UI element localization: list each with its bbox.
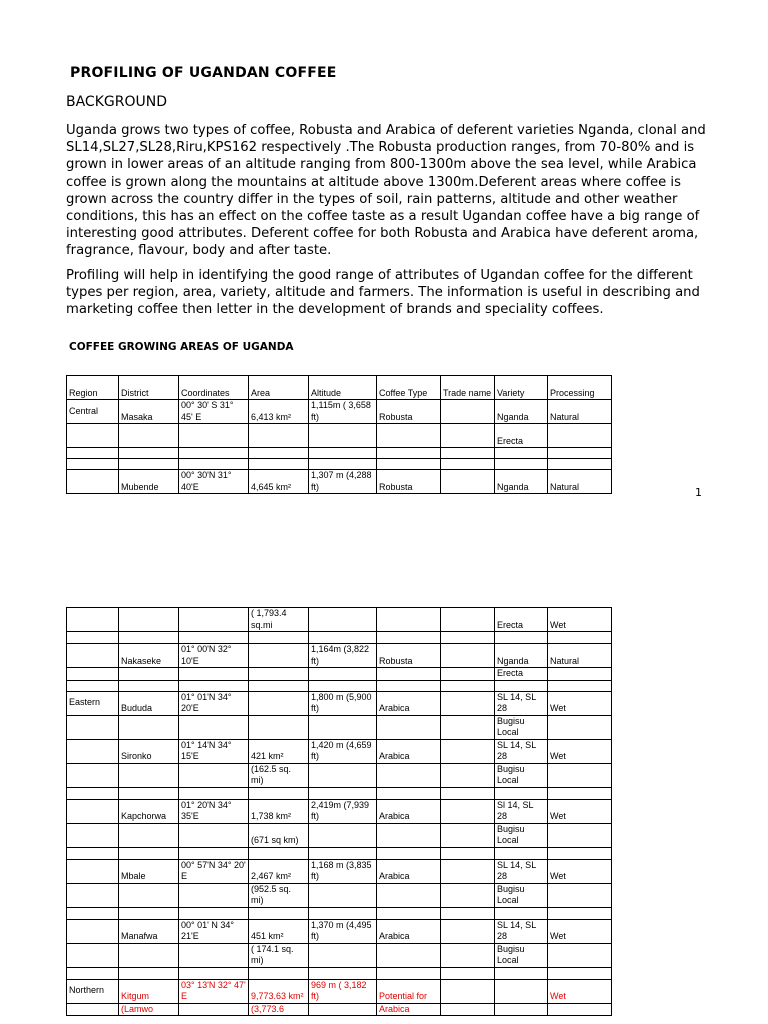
table-cell xyxy=(441,459,495,470)
table-cell: Erecta xyxy=(495,668,548,681)
table-cell: 1,164m (3,822 ft) xyxy=(309,644,377,668)
table-cell: 1,420 m (4,659 ft) xyxy=(309,739,377,763)
table-cell xyxy=(119,907,179,919)
table-row xyxy=(67,739,612,763)
table-cell xyxy=(119,668,179,681)
table-cell xyxy=(119,424,179,448)
table-cell xyxy=(119,608,179,632)
table-cell xyxy=(495,459,548,470)
table-cell: SL 14, SL 28 xyxy=(495,859,548,883)
table-cell xyxy=(249,632,309,644)
table-cell xyxy=(441,470,495,494)
table-cell: Wet xyxy=(548,608,612,632)
table-cell: 1,738 km² xyxy=(249,799,309,823)
table-cell: Wet xyxy=(548,691,612,715)
table-cell: 9,773.63 km² xyxy=(249,979,309,1003)
table-cell xyxy=(377,787,441,799)
table-cell xyxy=(67,608,119,632)
table-cell: 4,645 km² xyxy=(249,470,309,494)
table-cell xyxy=(441,823,495,847)
table-cell xyxy=(249,967,309,979)
table-cell: Nganda xyxy=(495,470,548,494)
column-header: Coordinates xyxy=(179,376,249,400)
table-cell: Arabica xyxy=(377,859,441,883)
table-cell xyxy=(179,763,249,787)
table-cell xyxy=(377,967,441,979)
table-cell xyxy=(495,847,548,859)
table-cell: Nganda xyxy=(495,644,548,668)
table-cell xyxy=(249,907,309,919)
table-cell: 1,307 m (4,288 ft) xyxy=(309,470,377,494)
table-cell xyxy=(249,847,309,859)
table-cell xyxy=(548,967,612,979)
table-cell xyxy=(309,668,377,681)
table-cell xyxy=(377,668,441,681)
table-cell xyxy=(249,715,309,739)
table-cell xyxy=(179,424,249,448)
table-cell: SL 14, SL 28 xyxy=(495,919,548,943)
table-header-row xyxy=(67,376,612,400)
table-cell xyxy=(441,979,495,1003)
table-cell xyxy=(67,470,119,494)
table-cell: Arabica xyxy=(377,919,441,943)
table-cell: 969 m ( 3,182 ft) xyxy=(309,979,377,1003)
table-row xyxy=(67,644,612,668)
table-row xyxy=(67,680,612,691)
table-cell: Nganda xyxy=(495,400,548,424)
table-cell xyxy=(67,644,119,668)
table-row xyxy=(67,799,612,823)
table-cell xyxy=(441,644,495,668)
table-cell: Sl 14, SL 28 xyxy=(495,799,548,823)
table-cell xyxy=(441,787,495,799)
table-cell xyxy=(67,1003,119,1016)
table-row xyxy=(67,883,612,907)
table-cell xyxy=(495,632,548,644)
table-cell xyxy=(441,799,495,823)
table-cell xyxy=(441,448,495,459)
table-cell xyxy=(441,400,495,424)
table-cell xyxy=(309,608,377,632)
table-cell xyxy=(377,632,441,644)
table-cell xyxy=(119,967,179,979)
table-cell: Wet xyxy=(548,919,612,943)
table-cell xyxy=(441,715,495,739)
table-cell xyxy=(441,847,495,859)
table-cell: Wet xyxy=(548,799,612,823)
table-cell xyxy=(441,632,495,644)
table-cell xyxy=(179,907,249,919)
table-cell: (671 sq km) xyxy=(249,823,309,847)
table-cell xyxy=(67,715,119,739)
table-cell xyxy=(67,919,119,943)
column-header: District xyxy=(119,376,179,400)
table-cell: Bugisu Local xyxy=(495,763,548,787)
table-row xyxy=(67,400,612,424)
table-cell: 1,370 m (4,495 ft) xyxy=(309,919,377,943)
table-cell: 00° 30' S 31° 45' E xyxy=(179,400,249,424)
table-cell: Bugisu Local xyxy=(495,715,548,739)
table-cell: Kapchorwa xyxy=(119,799,179,823)
table-cell xyxy=(441,691,495,715)
table-cell xyxy=(67,787,119,799)
table-cell xyxy=(179,715,249,739)
table-cell: 6,413 km² xyxy=(249,400,309,424)
column-header: Trade name xyxy=(441,376,495,400)
table-cell xyxy=(441,919,495,943)
table-cell xyxy=(309,715,377,739)
table-cell: Bugisu Local xyxy=(495,883,548,907)
table-cell xyxy=(67,632,119,644)
table-cell xyxy=(119,847,179,859)
table-row xyxy=(67,967,612,979)
table-cell: Wet xyxy=(548,859,612,883)
table-cell xyxy=(377,907,441,919)
table-cell: Northern xyxy=(67,979,119,1003)
table-cell: Arabica xyxy=(377,1003,441,1016)
table-cell: Wet xyxy=(548,979,612,1003)
table-cell xyxy=(377,448,441,459)
table-cell xyxy=(119,763,179,787)
table-cell: Central xyxy=(67,400,119,424)
column-header: Coffee Type xyxy=(377,376,441,400)
table-row xyxy=(67,847,612,859)
page-number: 1 xyxy=(695,486,702,499)
table-cell xyxy=(67,883,119,907)
table-cell xyxy=(309,1003,377,1016)
table-cell xyxy=(67,739,119,763)
table-cell xyxy=(179,668,249,681)
table-cell xyxy=(548,847,612,859)
column-header: Processing xyxy=(548,376,612,400)
background-paragraph-2: Profiling will help in identifying the good range of attributes of Ugandan coffee for the different types per region, area, variety, altitude and farmers. The information is useful in describing and marketing coffee then letter in the development of brands and speciality coffees. xyxy=(66,268,700,318)
table-cell xyxy=(119,715,179,739)
table-cell xyxy=(67,448,119,459)
table-cell xyxy=(377,763,441,787)
table-cell xyxy=(441,424,495,448)
table-cell: Arabica xyxy=(377,739,441,763)
table-cell xyxy=(249,680,309,691)
table-cell xyxy=(67,823,119,847)
table-cell xyxy=(179,967,249,979)
table-row xyxy=(67,907,612,919)
table-cell xyxy=(119,787,179,799)
table-cell: 00° 30'N 31° 40'E xyxy=(179,470,249,494)
table-cell xyxy=(309,424,377,448)
table-cell xyxy=(119,943,179,967)
table-row xyxy=(67,763,612,787)
table-row xyxy=(67,632,612,644)
column-header: Altitude xyxy=(309,376,377,400)
table-cell xyxy=(548,459,612,470)
table-cell: 1,115m ( 3,658 ft) xyxy=(309,400,377,424)
table-cell: 1,800 m (5,900 ft) xyxy=(309,691,377,715)
table-cell xyxy=(548,907,612,919)
table-cell: 2,467 km² xyxy=(249,859,309,883)
table-cell: Natural xyxy=(548,470,612,494)
table-cell xyxy=(179,1003,249,1016)
table-cell xyxy=(441,967,495,979)
table-cell: Erecta xyxy=(495,424,548,448)
table-cell xyxy=(179,847,249,859)
table-cell: Mbale xyxy=(119,859,179,883)
table-cell xyxy=(309,680,377,691)
table-cell: SL 14, SL 28 xyxy=(495,739,548,763)
table-cell: 1,168 m (3,835 ft) xyxy=(309,859,377,883)
table-cell: Robusta xyxy=(377,470,441,494)
table-cell xyxy=(377,715,441,739)
table-cell xyxy=(548,448,612,459)
table-cell: Robusta xyxy=(377,644,441,668)
table-cell: Sironko xyxy=(119,739,179,763)
table-cell xyxy=(441,859,495,883)
table-cell xyxy=(309,967,377,979)
table-cell: Potential for xyxy=(377,979,441,1003)
table-cell xyxy=(179,459,249,470)
table-cell xyxy=(441,883,495,907)
table-cell: Natural xyxy=(548,400,612,424)
table-cell: (952.5 sq. mi) xyxy=(249,883,309,907)
table-cell xyxy=(441,739,495,763)
table-cell xyxy=(441,680,495,691)
table-cell: Kitgum xyxy=(119,979,179,1003)
table-cell xyxy=(249,424,309,448)
table-cell: (Lamwo xyxy=(119,1003,179,1016)
table-cell xyxy=(441,608,495,632)
table-cell xyxy=(179,823,249,847)
table-cell xyxy=(67,680,119,691)
coffee-areas-table-1 xyxy=(66,375,612,494)
table-cell: (162.5 sq. mi) xyxy=(249,763,309,787)
table-cell xyxy=(249,668,309,681)
table-cell: Manafwa xyxy=(119,919,179,943)
table-cell xyxy=(67,668,119,681)
table-cell xyxy=(309,847,377,859)
table-cell xyxy=(495,448,548,459)
table-row xyxy=(67,823,612,847)
table-cell xyxy=(309,883,377,907)
table-cell xyxy=(309,907,377,919)
table-cell xyxy=(119,448,179,459)
table-cell: 01° 01'N 34° 20'E xyxy=(179,691,249,715)
table-row xyxy=(67,470,612,494)
table-cell xyxy=(548,787,612,799)
table-cell: ( 174.1 sq. mi) xyxy=(249,943,309,967)
table-cell: SL 14, SL 28 xyxy=(495,691,548,715)
table-cell xyxy=(548,943,612,967)
table-cell: 01° 00'N 32° 10'E xyxy=(179,644,249,668)
table-cell xyxy=(67,763,119,787)
table-cell xyxy=(441,907,495,919)
table-cell: 00° 01' N 34° 21'E xyxy=(179,919,249,943)
table-row xyxy=(67,859,612,883)
table-cell xyxy=(309,787,377,799)
table-cell xyxy=(548,715,612,739)
table-cell: Arabica xyxy=(377,799,441,823)
table-cell: Robusta xyxy=(377,400,441,424)
table-cell xyxy=(377,459,441,470)
table-cell: 2,419m (7,939 ft) xyxy=(309,799,377,823)
table-cell xyxy=(495,680,548,691)
table-row xyxy=(67,668,612,681)
table-cell xyxy=(249,644,309,668)
table-row xyxy=(67,1003,612,1016)
table-cell: Arabica xyxy=(377,691,441,715)
table-cell: Mubende xyxy=(119,470,179,494)
table-row xyxy=(67,787,612,799)
table-cell xyxy=(119,883,179,907)
table-row xyxy=(67,979,612,1003)
table-cell xyxy=(495,907,548,919)
table-cell xyxy=(119,459,179,470)
table-cell: Eastern xyxy=(67,691,119,715)
table-cell xyxy=(309,763,377,787)
table-row xyxy=(67,919,612,943)
table-cell xyxy=(441,1003,495,1016)
table-row xyxy=(67,691,612,715)
table-cell: 451 km² xyxy=(249,919,309,943)
table-cell xyxy=(309,448,377,459)
table-row xyxy=(67,459,612,470)
table-cell xyxy=(309,823,377,847)
table-cell xyxy=(495,967,548,979)
table-cell: 01° 20'N 34° 35'E xyxy=(179,799,249,823)
table-cell: ( 1,793.4 sq.mi xyxy=(249,608,309,632)
table-cell xyxy=(179,787,249,799)
table-cell xyxy=(377,943,441,967)
table-row xyxy=(67,943,612,967)
document-title: PROFILING OF UGANDAN COFFEE xyxy=(70,65,337,81)
table-cell xyxy=(249,459,309,470)
table-cell xyxy=(67,424,119,448)
table-cell xyxy=(548,424,612,448)
table-cell xyxy=(309,459,377,470)
table-cell xyxy=(548,763,612,787)
table-cell xyxy=(119,680,179,691)
table-cell xyxy=(495,979,548,1003)
table-cell: 421 km² xyxy=(249,739,309,763)
table-cell xyxy=(377,608,441,632)
table-cell xyxy=(495,787,548,799)
table-cell: Masaka xyxy=(119,400,179,424)
table-cell xyxy=(179,680,249,691)
table-cell xyxy=(548,1003,612,1016)
table-cell xyxy=(441,668,495,681)
table-cell xyxy=(179,943,249,967)
table-cell xyxy=(179,632,249,644)
table-cell: Bududa xyxy=(119,691,179,715)
table-row xyxy=(67,424,612,448)
table-cell xyxy=(67,907,119,919)
background-paragraph-1: Uganda grows two types of coffee, Robusta and Arabica of deferent varieties Nganda, clonal and SL14,SL27,SL28,Riru,KPS162 respectively .The Robusta production ranges, from 70-80% and is grown in lower areas of an altitude ranging from 800-1300m above the sea level, while Arabica coffee is grown along the mountains at altitude above 1300m.Deferent areas where coffee is grown across the country differ in the types of soil, rain patterns, altitude and other weather conditions, this has an effect on the coffee taste as a result Ugandan coffee have a big range of interesting good attributes. Deferent coffee for both Robusta and Arabica have deferent aroma, fragrance, flavour, body and after taste. xyxy=(66,123,706,259)
table-row xyxy=(67,715,612,739)
table-cell xyxy=(377,424,441,448)
table-cell xyxy=(309,943,377,967)
column-header: Variety xyxy=(495,376,548,400)
table-cell: Erecta xyxy=(495,608,548,632)
column-header: Region xyxy=(67,376,119,400)
table-cell xyxy=(67,799,119,823)
background-heading: BACKGROUND xyxy=(66,94,167,110)
table-cell: Bugisu Local xyxy=(495,823,548,847)
table-cell xyxy=(67,943,119,967)
table-cell xyxy=(119,632,179,644)
table-cell: 03° 13'N 32° 47' E xyxy=(179,979,249,1003)
table-cell xyxy=(377,883,441,907)
table-cell: Nakaseke xyxy=(119,644,179,668)
table-cell: 01° 14'N 34° 15'E xyxy=(179,739,249,763)
table-cell xyxy=(67,847,119,859)
table-cell xyxy=(548,680,612,691)
column-header: Area xyxy=(249,376,309,400)
table-cell xyxy=(179,448,249,459)
table-cell xyxy=(67,967,119,979)
table-cell xyxy=(249,787,309,799)
table-cell xyxy=(179,883,249,907)
table-cell: Natural xyxy=(548,644,612,668)
table-cell: (3,773.6 xyxy=(249,1003,309,1016)
table-cell xyxy=(377,847,441,859)
table-cell: Bugisu Local xyxy=(495,943,548,967)
table-cell xyxy=(249,448,309,459)
table-cell xyxy=(119,823,179,847)
table-cell xyxy=(377,823,441,847)
table-cell xyxy=(548,823,612,847)
table-row xyxy=(67,608,612,632)
table-cell xyxy=(548,632,612,644)
table-cell xyxy=(441,943,495,967)
table-cell xyxy=(67,859,119,883)
table-cell xyxy=(548,883,612,907)
table-cell xyxy=(179,608,249,632)
table-cell xyxy=(249,691,309,715)
table-cell xyxy=(67,459,119,470)
table-cell xyxy=(441,763,495,787)
coffee-areas-table-2 xyxy=(66,607,612,1016)
table-cell xyxy=(548,668,612,681)
table-cell xyxy=(495,1003,548,1016)
table-cell: Wet xyxy=(548,739,612,763)
table-cell xyxy=(309,632,377,644)
table-row xyxy=(67,448,612,459)
table-title: COFFEE GROWING AREAS OF UGANDA xyxy=(69,341,294,353)
table-cell xyxy=(377,680,441,691)
table-cell: 00° 57'N 34° 20' E xyxy=(179,859,249,883)
